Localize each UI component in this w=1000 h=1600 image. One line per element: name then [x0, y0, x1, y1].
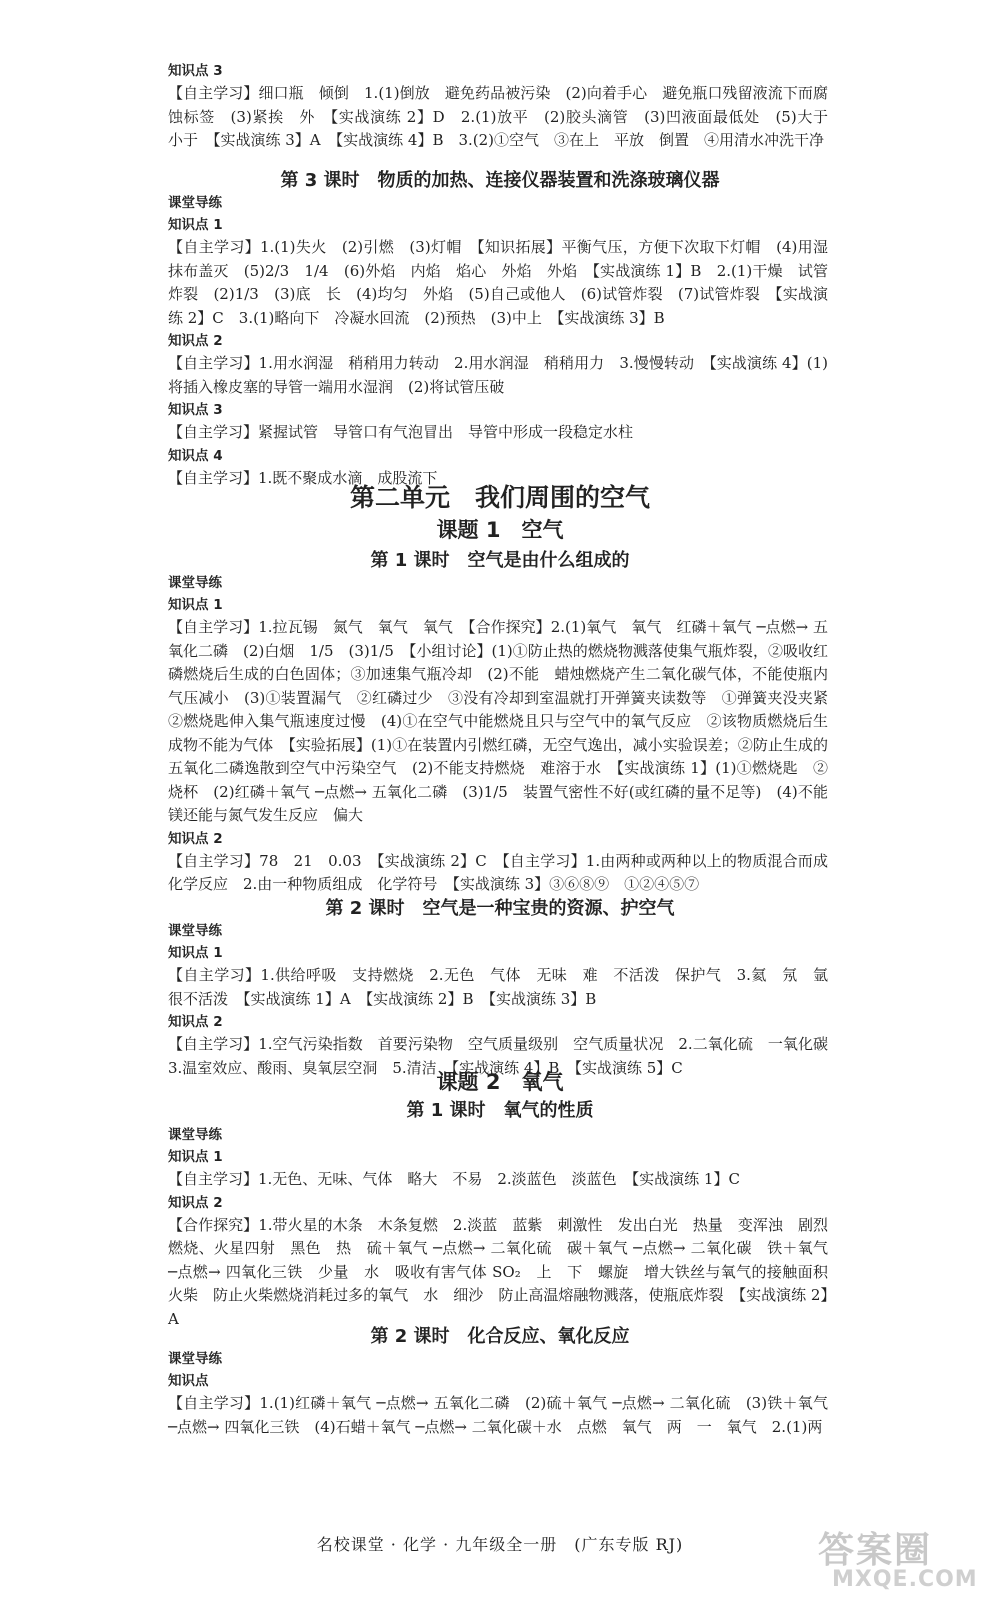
watermark-logo	[818, 1522, 988, 1597]
answer-paragraph: 【自主学习】1.空气污染指数 首要污染物 空气质量级别 空气质量状况 2.二氧化硫 一氧化碳 3.温室效应、酸雨、臭氧层空洞 5.清洁 【实战演练 4】B 【实战演练 5】C	[168, 1035, 844, 1077]
label: 知识点 1	[168, 945, 223, 961]
label: 知识点 2	[168, 1014, 223, 1030]
label: 课堂导练	[168, 1127, 222, 1143]
answer-paragraph: 【自主学习】1.供给呼吸 支持燃烧 2.无色 气体 无味 难 不活泼 保护气 3.氦 氖 氩 很不活泼 【实战演练 1】A 【实战演练 2】B 【实战演练 3】B	[168, 966, 844, 1008]
section-oxygen-properties	[168, 1124, 844, 1331]
answer-paragraph: 【自主学习】细口瓶 倾倒 1.(1)倒放 避免药品被污染 (2)向着手心 避免瓶口残留液流下而腐蚀标签 (3)紧挨 外 【实战演练 2】D 2.(1)放平 (2)胶头滴管 (3)凹液面最低处 (5)大于 小于 【实战演练 3】A 【实战演练 4】B 3.(2)①空气 ③在上 平放 倒置 ④用清水冲洗干净	[168, 84, 844, 149]
answer-paragraph: 【自主学习】1.既不聚成水滴 成股流下	[168, 468, 438, 487]
section-knowledge-point-3	[168, 60, 844, 153]
answer-paragraph: 【自主学习】1.拉瓦锡 氮气 氧气 氧气 【合作探究】2.(1)氧气 氧气 红磷＋氧气 ─点燃→ 五氧化二磷 (2)白烟 1/5 (3)1/5 【小组讨论】(1)①防止热的燃烧物溅落使集气瓶炸裂，②吸收红磷燃烧后生成的白色固体；③加速集气瓶冷却 (2)不能 蜡烛燃烧产生二氧化碳气体，不能使瓶内气压减小 (3)①装置漏气 ②红磷过少 ③没有冷却到室温就打开弹簧夹读数等 ①弹簧夹没夹紧 ②燃烧匙伸入集气瓶速度过慢 (4)①在空气中能燃烧且只与空气中的氧气反应 ②该物质燃烧后生成物不能为气体 【实验拓展】(1)①在装置内引燃红磷，无空气逸出，减小实验误差；②防止生成的五氧化二磷逸散到空气中污染空气 (2)不能支持燃烧 难溶于水 【实战演练 1】(1)①燃烧匙 ②烧杯 (2)红磷＋氧气 ─点燃→ 五氧化二磷 (3)1/5 装置气密性不好(或红磷的量不足等) (4)不能 镁还能与氮气发生反应 偏大	[168, 618, 844, 824]
label: 知识点 2	[168, 830, 223, 847]
section-air-composition	[168, 572, 844, 897]
label: 知识点 1	[168, 597, 223, 613]
label: 课堂导练	[168, 923, 222, 939]
label: 知识点 4	[168, 447, 223, 464]
label: 知识点	[168, 1373, 209, 1389]
label: 知识点 2	[168, 1194, 223, 1211]
answer-paragraph: 【自主学习】1.用水润湿 稍稍用力转动 2.用水润湿 稍稍用力 3.慢慢转动 【实战演练 4】(1)将插入橡皮塞的导管一端用水湿润 (2)将试管压破	[168, 354, 828, 396]
lesson-heading: 第 3 课时 物质的加热、连接仪器装置和洗涤玻璃仪器	[280, 170, 720, 191]
label: 知识点 3	[168, 402, 223, 418]
section-lesson-3	[168, 192, 828, 490]
answer-paragraph: 【合作探究】1.带火星的木条 木条复燃 2.淡蓝 蓝紫 刺激性 发出白光 热量 变浑浊 剧烈燃烧、火星四射 黑色 热 硫＋氧气 ─点燃→ 二氧化硫 碳＋氧气 ─点燃→ 二氧化碳 铁＋氧气 ─点燃→ 四氧化三铁 少量 水 吸收有害气体 SO₂ 上 下 螺旋 增大铁丝与氧气的接触面积 火柴 防止火柴燃烧消耗过多的氧气 水 细沙 防止高温熔融物溅落，使瓶底炸裂 【实战演练 2】A	[168, 1215, 844, 1328]
label: 知识点 1	[168, 217, 223, 233]
lesson-heading: 第 2 课时 化合反应、氧化反应	[370, 1326, 630, 1347]
label: 知识点 2	[168, 333, 223, 349]
watermark-text: 答案圈	[818, 1530, 933, 1571]
label: 课堂导练	[168, 195, 222, 211]
section-combination-reaction	[168, 1348, 828, 1439]
lesson-heading: 第 2 课时 空气是一种宝贵的资源、护空气	[325, 898, 675, 919]
answer-paragraph: 【自主学习】1.无色、无味、气体 略大 不易 2.淡蓝色 淡蓝色 【实战演练 1】C	[168, 1170, 740, 1188]
answer-paragraph: 【自主学习】1.(1)失火 (2)引燃 (3)灯帽 【知识拓展】平衡气压，方便下次取下灯帽 (4)用湿抹布盖灭 (5)2/3 1/4 (6)外焰 内焰 焰心 外焰 外焰 【实战演练 1】B 2.(1)干燥 试管炸裂 (2)1/3 (3)底 长 (4)均匀 外焰 (5)自己或他人 (6)试管炸裂 (7)试管炸裂 【实战演练 2】C 3.(1)略向下 冷凝水回流 (2)预热 (3)中上 【实战演练 3】B	[168, 238, 828, 327]
label: 知识点 3	[168, 63, 223, 79]
label: 课堂导练	[168, 575, 222, 591]
answer-paragraph: 【自主学习】78 21 0.03 【实战演练 2】C 【自主学习】1.由两种或两种以上的物质混合而成 化学反应 2.由一种物质组成 化学符号 【实战演练 3】③⑥⑧⑨ ①②④⑤⑦	[168, 851, 844, 893]
topic-heading: 课题 1 空气	[436, 518, 564, 542]
answer-paragraph: 【自主学习】紧握试管 导管口有气泡冒出 导管中形成一段稳定水柱	[168, 423, 634, 441]
watermark-url: MXQE.COM	[832, 1567, 978, 1592]
lesson-heading: 第 1 课时 氧气的性质	[406, 1100, 594, 1121]
unit-heading: 第二单元 我们周围的空气	[349, 483, 650, 512]
lesson-heading: 第 1 课时 空气是由什么组成的	[370, 550, 630, 571]
page-footer: 名校课堂 · 化学 · 九年级全一册 (广东专版 RJ)	[316, 1535, 684, 1554]
label: 课堂导练	[168, 1351, 222, 1367]
topic-heading: 课题 2 氧气	[436, 1070, 564, 1094]
label: 知识点 1	[168, 1149, 223, 1165]
answer-paragraph: 【自主学习】1.(1)红磷＋氧气 ─点燃→ 五氧化二磷 (2)硫＋氧气 ─点燃→ 二氧化硫 (3)铁＋氧气 ─点燃→ 四氧化三铁 (4)石蜡＋氧气 ─点燃→ 二氧化碳＋水 点燃 氧气 两 一 氧气 2.(1)两	[168, 1394, 828, 1436]
section-air-resources	[168, 920, 844, 1080]
